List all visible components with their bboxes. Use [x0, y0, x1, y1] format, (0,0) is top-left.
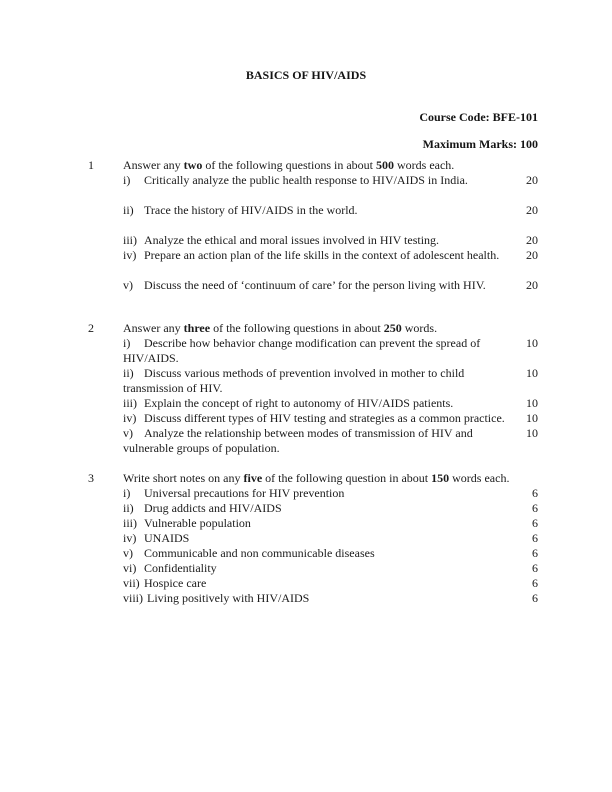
item-text: UNAIDS [144, 531, 190, 545]
item-text: Analyze the relationship between modes of transmission of HIV and vulnerable groups of population. [123, 426, 473, 455]
question-item-row [88, 426, 538, 456]
item-text: Discuss the need of ‘continuum of care’ for the person living with HIV. [144, 278, 486, 292]
item-marks: 6 [532, 501, 538, 515]
item-label: iii) [123, 516, 137, 530]
question-intro: Answer any two of the following questions in about 500 words each. [123, 158, 455, 172]
item-label: ii) [123, 501, 134, 515]
item-marks: 6 [532, 591, 538, 605]
item-text: Critically analyze the public health response to HIV/AIDS in India. [144, 173, 468, 187]
item-marks: 10 [526, 366, 538, 380]
question-item-row [88, 501, 538, 516]
question-item-row [88, 366, 538, 396]
item-marks: 20 [526, 278, 538, 292]
question-intro-row [88, 471, 538, 486]
question-intro: Answer any three of the following questions in about 250 words. [123, 321, 438, 335]
item-text: Discuss various methods of prevention involved in mother to child transmission of HIV. [123, 366, 465, 395]
item-label: iv) [123, 411, 137, 425]
question-intro-row [88, 158, 538, 173]
item-text: Analyze the ethical and moral issues involved in HIV testing. [144, 233, 440, 247]
item-label: vi) [123, 561, 137, 575]
item-marks: 20 [526, 233, 538, 247]
question-number: 2 [88, 321, 94, 335]
question-item-row [88, 561, 538, 576]
question-item-row [88, 278, 538, 293]
question-item-row [88, 576, 538, 591]
question-item-row [88, 336, 538, 366]
item-text: Drug addicts and HIV/AIDS [144, 501, 282, 515]
item-marks: 20 [526, 248, 538, 262]
item-label: vii) [123, 576, 140, 590]
item-label: ii) [123, 366, 134, 380]
item-label: i) [123, 173, 131, 187]
question-item-row [88, 248, 538, 263]
item-label: v) [123, 426, 133, 440]
question-number: 1 [88, 158, 94, 172]
question-item-row [88, 486, 538, 501]
item-text: Trace the history of HIV/AIDS in the world. [144, 203, 358, 217]
item-label: ii) [123, 203, 134, 217]
maximum-marks: Maximum Marks: 100 [422, 137, 538, 151]
item-marks: 20 [526, 173, 538, 187]
item-text: Explain the concept of right to autonomy of HIV/AIDS patients. [144, 396, 454, 410]
item-marks: 10 [526, 336, 538, 350]
item-text: Communicable and non communicable diseases [144, 546, 375, 560]
question-block-3 [88, 471, 538, 606]
question-intro-row [88, 321, 538, 336]
question-item-row [88, 411, 538, 426]
item-label: viii) [123, 591, 143, 605]
question-item-row [88, 516, 538, 531]
item-marks: 6 [532, 546, 538, 560]
item-text: Vulnerable population [144, 516, 251, 530]
item-marks: 6 [532, 486, 538, 500]
item-text: Discuss different types of HIV testing and strategies as a common practice. [144, 411, 505, 425]
item-label: i) [123, 486, 131, 500]
question-number: 3 [88, 471, 94, 485]
item-text: Prepare an action plan of the life skills in the context of adolescent health. [144, 248, 500, 262]
question-item-row [88, 396, 538, 411]
question-item-row [88, 546, 538, 561]
item-label: iv) [123, 531, 137, 545]
item-marks: 6 [532, 561, 538, 575]
item-marks: 6 [532, 516, 538, 530]
item-label: iii) [123, 396, 137, 410]
document-title: BASICS OF HIV/AIDS [245, 68, 367, 82]
item-text: Universal precautions for HIV prevention [144, 486, 345, 500]
item-label: i) [123, 336, 131, 350]
item-marks: 6 [532, 576, 538, 590]
item-marks: 10 [526, 411, 538, 425]
item-text: Describe how behavior change modification can prevent the spread of HIV/AIDS. [123, 336, 481, 365]
question-item-row [88, 233, 538, 248]
item-label: v) [123, 546, 133, 560]
item-label: iii) [123, 233, 137, 247]
questions-area [88, 158, 538, 606]
item-label: iv) [123, 248, 137, 262]
course-code: Course Code: BFE-101 [419, 110, 538, 124]
question-intro: Write short notes on any five of the following question in about 150 words each. [123, 471, 510, 485]
item-marks: 10 [526, 426, 538, 440]
question-item-row [88, 173, 538, 188]
question-block-2 [88, 321, 538, 456]
item-marks: 10 [526, 396, 538, 410]
item-marks: 20 [526, 203, 538, 217]
question-block-1 [88, 158, 538, 293]
item-text: Confidentiality [144, 561, 217, 575]
item-marks: 6 [532, 531, 538, 545]
item-text: Living positively with HIV/AIDS [147, 591, 310, 605]
item-text: Hospice care [144, 576, 207, 590]
question-item-row [88, 531, 538, 546]
question-item-row [88, 203, 538, 218]
question-item-row [88, 591, 538, 606]
item-label: v) [123, 278, 133, 292]
